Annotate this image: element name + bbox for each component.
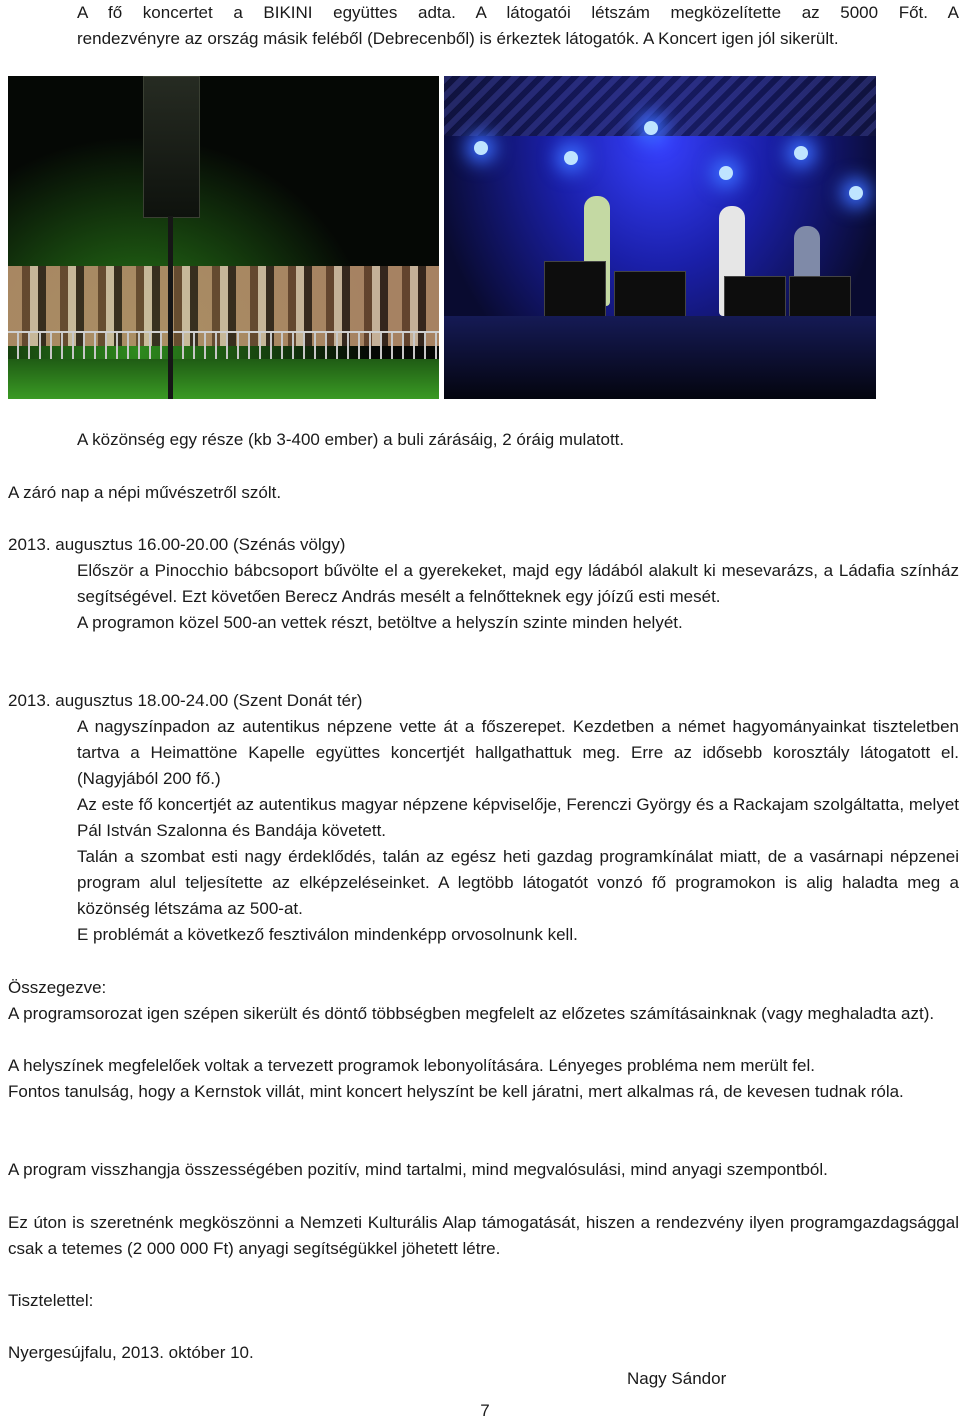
page-number: 7 — [480, 1401, 490, 1420]
section1-body-2: A programon közel 500-an vettek részt, betöltve a helyszín szinte minden helyét. — [77, 613, 683, 632]
place-date-text: Nyergesújfalu, 2013. október 10. — [8, 1343, 254, 1362]
concert-stage-photo — [444, 76, 876, 399]
thanks-text: Ez úton is szeretnénk megköszönni a Nemzeti Kulturális Alap támogatását, hiszen a rendezvény ilyen programgazdagsággal csak a tetemes (2 000 000 Ft) anyagi segítségükkel jöhetett létre. — [8, 1213, 959, 1258]
echo-text: A program visszhangja összességében pozitív, mind tartalmi, mind megvalósulási, mind anyagi szempontból. — [8, 1160, 828, 1179]
concert-crowd-photo — [8, 76, 439, 399]
signature-name: Nagy Sándor — [627, 1369, 727, 1388]
summary-paragraph-2: A helyszínek megfelelőek voltak a tervezett programok lebonyolítására. Lényeges probléma nem merült fel. — [8, 1056, 815, 1075]
section1-body: Először a Pinocchio bábcsoport bűvölte el a gyerekeket, majd egy ládából alakult ki mesevarázs, a Ládafia színház segítségével. Ezt követően Berecz András mesélt a felnőtteknek egy jóízű esti mesét. — [77, 561, 959, 606]
section1-heading: 2013. augusztus 16.00-20.00 (Szénás völgy) — [8, 535, 346, 554]
section2-paragraph-4: E problémát a következő fesztiválon mindenképp orvosolnunk kell. — [77, 925, 578, 944]
section2-paragraph-3: Talán a szombat esti nagy érdeklődés, talán az egész heti gazdag programkínálat miatt, de a vasárnapi népzenei program alul teljesítette az elképzeléseinket. A legtöbb látogatót vonzó fő programokon is alig haladta meg a közönség létszáma az 500-at. — [77, 847, 959, 918]
intro-line-2: rendezvényre az ország másik feléből (Debrecenből) is érkeztek látogatók. A Koncert igen jól sikerült. — [77, 29, 839, 48]
closing-day-text: A záró nap a népi művészetről szólt. — [8, 483, 282, 502]
intro-line-1: A fő koncertet a BIKINI együttes adta. A látogatói létszám megközelítette az 5000 Főt. A — [77, 3, 959, 22]
summary-paragraph-1: A programsorozat igen szépen sikerült és döntő többségben megfelelt az előzetes számításainknak (vagy meghaladta azt). — [8, 1004, 935, 1023]
section2-paragraph-1: A nagyszínpadon az autentikus népzene vette át a főszerepet. Kezdetben a német hagyományainkat tiszteletben tartva a Heimattöne Kapelle együttes koncertjét hallgathattuk meg. Erre az idősebb korosztály látogatott el. (Nagyjából 200 fő.) — [77, 717, 959, 788]
section2-heading: 2013. augusztus 18.00-24.00 (Szent Donát tér) — [8, 691, 363, 710]
section2-paragraph-2: Az este fő koncertjét az autentikus magyar népzene képviselője, Ferenczi György és a Rackajam szolgáltatta, melyet Pál István Szalonna és Bandája követett. — [77, 795, 959, 840]
summary-heading: Összegezve: — [8, 978, 107, 997]
summary-paragraph-3: Fontos tanulság, hogy a Kernstok villát, mint koncert helyszínt be kell járatni, mert alkalmas rá, de kevesen tudnak róla. — [8, 1082, 904, 1101]
regards-text: Tisztelettel: — [8, 1291, 94, 1310]
photo-caption: A közönség egy része (kb 3-400 ember) a buli zárásáig, 2 óráig mulatott. — [77, 430, 625, 449]
